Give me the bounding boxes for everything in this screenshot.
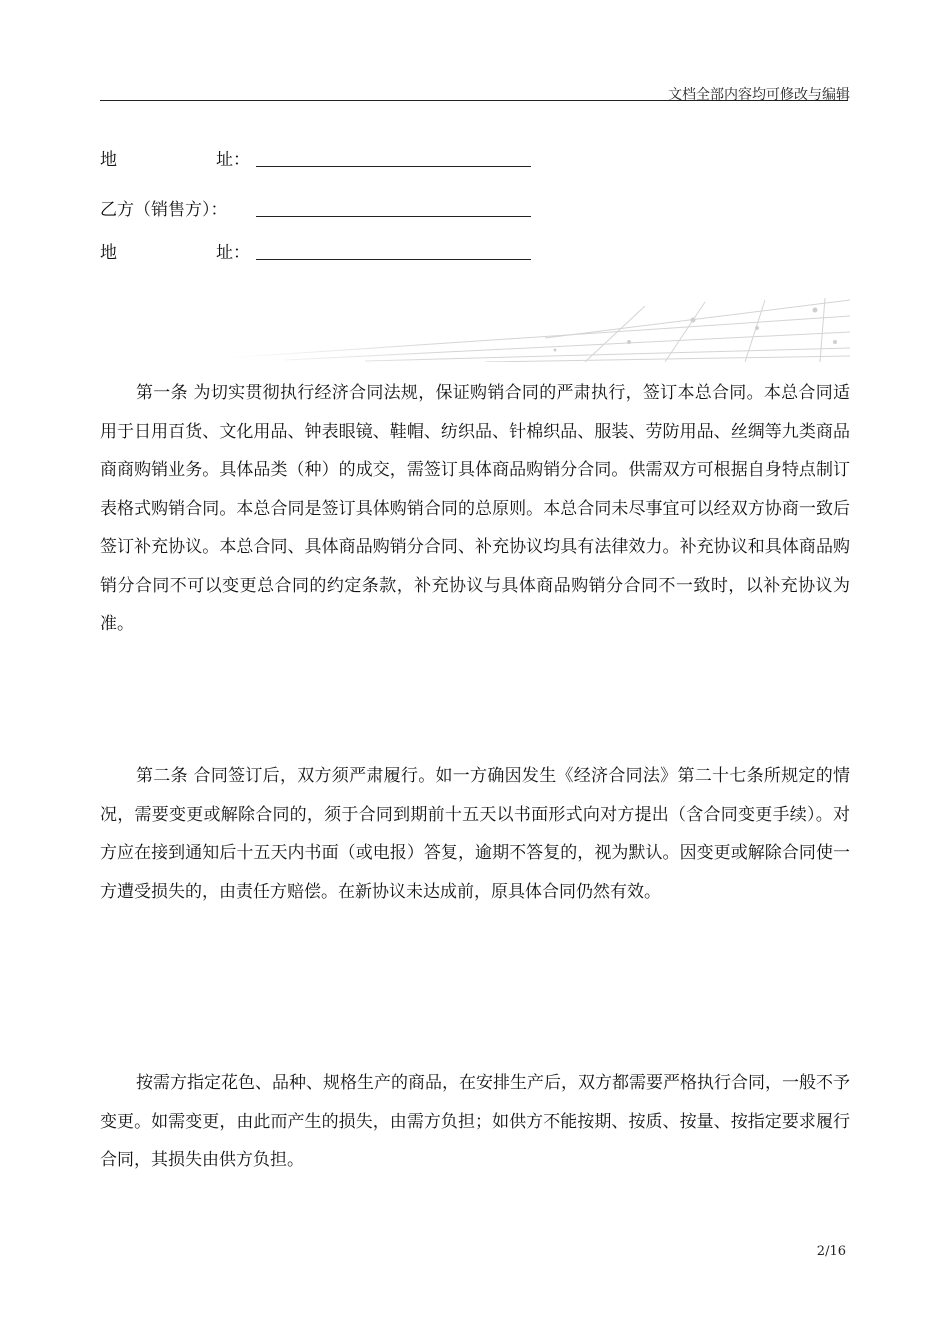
header-divider <box>100 100 848 101</box>
header-note: 文档全部内容均可修改与编辑 <box>668 87 850 103</box>
address-label-1-left: 地 <box>100 150 117 170</box>
address-label-2-left: 地 <box>100 243 117 263</box>
seller-blank[interactable] <box>256 216 531 217</box>
address-blank-1[interactable] <box>256 166 531 167</box>
seller-field <box>100 196 540 224</box>
address-label-2-right: 址： <box>216 243 250 263</box>
page-number: 2/16 <box>816 1244 846 1259</box>
article-3: 按需方指定花色、品种、规格生产的商品，在安排生产后，双方都需要严格执行合同，一般不予变更。如需变更，由此而产生的损失，由需方负担；如供方不能按期、按质、按量、按指定要求履行合同，其损失由供方负担。 <box>100 1073 850 1170</box>
address-field-2 <box>100 239 540 267</box>
address-blank-2[interactable] <box>256 259 531 260</box>
address-field-1 <box>100 146 540 174</box>
article-1: 第一条 为切实贯彻执行经济合同法规，保证购销合同的严肃执行，签订本总合同。本总合同适用于日用百货、文化用品、钟表眼镜、鞋帽、纺织品、针棉织品、服装、劳防用品、丝绸等九类商品商商购销业务。具体品类（种）的成交，需签订具体商品购销分合同。供需双方可根据自身特点制订表格式购销合同。本总合同是签订具体购销合同的总原则。本总合同未尽事宜可以经双方协商一致后签订补充协议。本总合同、具体商品购销分合同、补充协议均具有法律效力。补充协议和具体商品购销分合同不可以变更总合同的约定条款，补充协议与具体商品购销分合同不一致时，以补充协议为准。 <box>100 383 850 634</box>
address-label-1-right: 址： <box>216 150 250 170</box>
article-2: 第二条 合同签订后，双方须严肃履行。如一方确因发生《经济合同法》第二十七条所规定的情况，需要变更或解除合同的，须于合同到期前十五天以书面形式向对方提出（含合同变更手续）。对方应在接到通知后十五天内书面（或电报）答复，逾期不答复的，视为默认。因变更或解除合同使一方遭受损失的，由责任方赔偿。在新协议未达成前，原具体合同仍然有效。 <box>100 766 850 902</box>
seller-label: 乙方（销售方）： <box>100 200 228 220</box>
watermark-graphic <box>225 298 850 362</box>
